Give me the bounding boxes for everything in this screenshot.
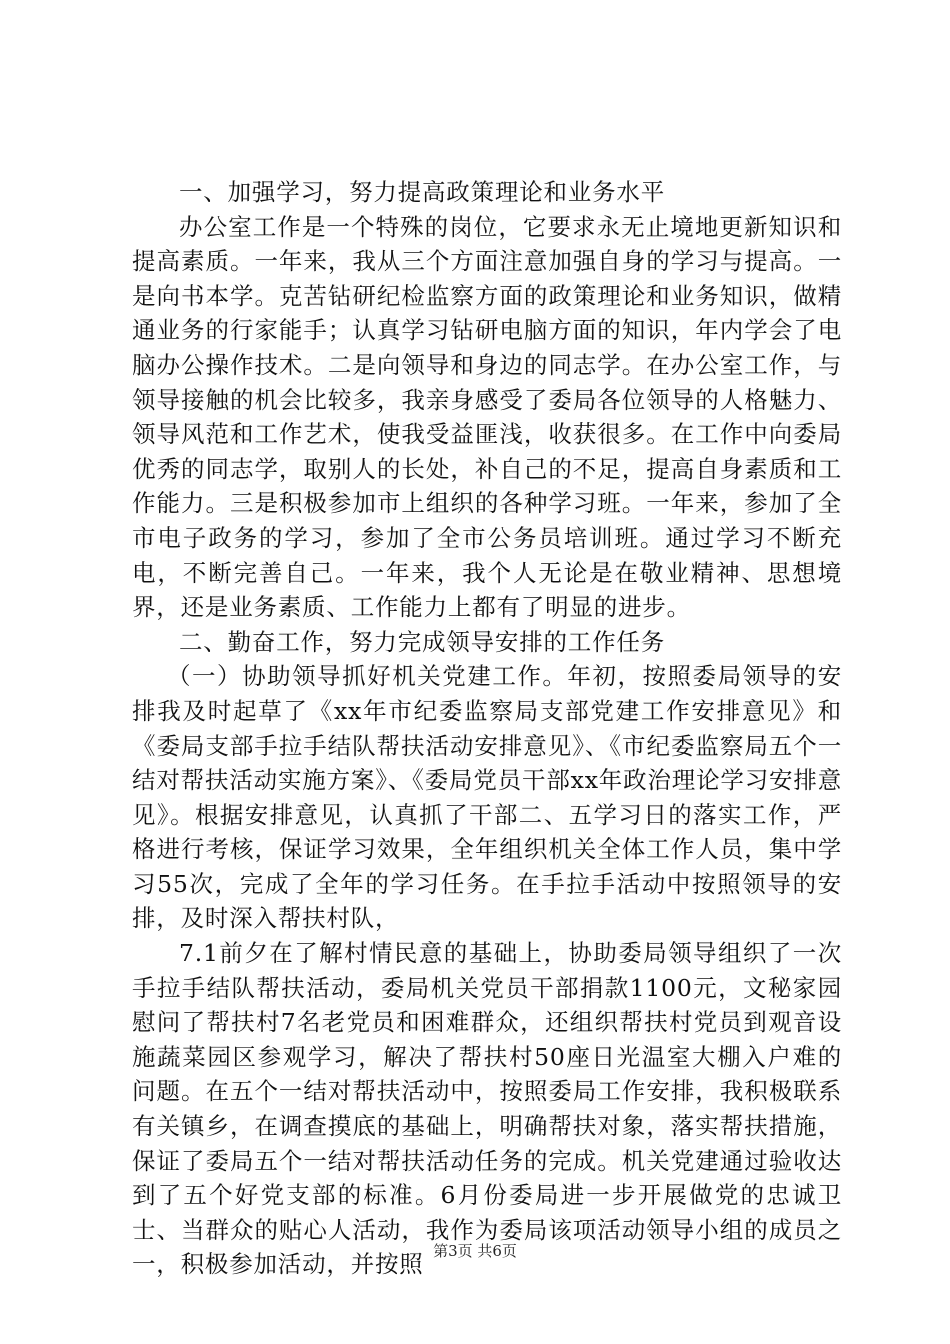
page-number: 第3页 共6页 [433, 1242, 517, 1260]
paragraph-party-building: （一）协助领导抓好机关党建工作。年初，按照委局领导的安排我及时起草了《xx年市纪委监察局支部党建工作安排意见》和《委局支部手拉手结队帮扶活动安排意见》、《市纪委监察局五个一结对帮扶活动实施方案》、《委局党员干部xx年政治理论学习安排意见》。根据安排意见，认真抓了干部二、五学习日的落实工作，严格进行考核，保证学习效果，全年组织机关全体工作人员，集中学习55次，完成了全年的学习任务。在手拉手活动中按照领导的安排，及时深入帮扶村队， [132, 662, 842, 933]
paragraph-assistance-activities: 7.1前夕在了解村情民意的基础上，协助委局领导组织了一次手拉手结队帮扶活动，委局机关党员干部捐款1100元，文秘家园慰问了帮扶村7名老党员和困难群众，还组织帮扶村党员到观音设施蔬菜园区参观学习，解决了帮扶村50座日光温室大棚入户难的问题。在五个一结对帮扶活动中，按照委局工作安排，我积极联系有关镇乡，在调查摸底的基础上，明确帮扶对象，落实帮扶措施，保证了委局五个一结对帮扶活动任务的完成。机关党建通过验收达到了五个好党支部的标准。6月份委局进一步开展做党的忠诚卫士、当群众的贴心人活动，我作为委局该项活动领导小组的成员之一，积极参加活动，并按照 [132, 939, 842, 1279]
paragraph-study: 办公室工作是一个特殊的岗位，它要求永无止境地更新知识和提高素质。一年来，我从三个方面注意加强自身的学习与提高。一是向书本学。克苦钻研纪检监察方面的政策理论和业务知识，做精通业务的行家能手；认真学习钻研电脑方面的知识，年内学会了电脑办公操作技术。二是向领导和身边的同志学。在办公室工作，与领导接触的机会比较多，我亲身感受了委局各位领导的人格魅力、领导风范和工作艺术，使我受益匪浅，收获很多。在工作中向委局优秀的同志学，取别人的长处，补自己的不足，提高自身素质和工作能力。三是积极参加市上组织的各种学习班。一年来，参加了全市电子政务的学习，参加了全市公务员培训班。通过学习不断充电，不断完善自己。一年来，我个人无论是在敬业精神、思想境界，还是业务素质、工作能力上都有了明显的进步。 [132, 212, 842, 622]
section-heading-1: 一、加强学习，努力提高政策理论和业务水平 [179, 178, 665, 206]
document-body [132, 175, 842, 1282]
section-heading-2: 二、勤奋工作，努力完成领导安排的工作任务 [179, 627, 665, 656]
